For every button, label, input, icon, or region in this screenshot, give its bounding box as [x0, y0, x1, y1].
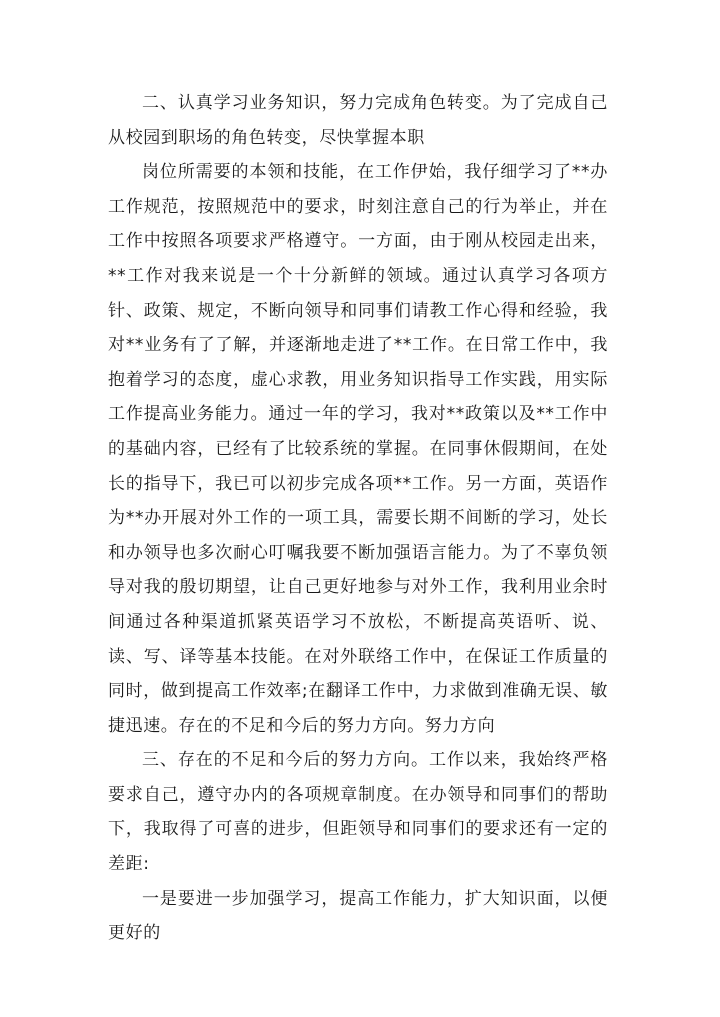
paragraph-section-two-heading: 二、认真学习业务知识，努力完成角色转变。为了完成自己从校园到职场的角色转变，尽快掌握本职: [108, 93, 608, 148]
paragraph-section-three: 三、存在的不足和今后的努力方向。工作以来，我始终严格要求自己，遵守办内的各项规章制度。在办领导和同事们的帮助下，我取得了可喜的进步，但距领导和同事们的要求还有一定的差距:: [108, 750, 608, 875]
document-body: [108, 86, 608, 951]
paragraph-point-one: 一是要进一步加强学习，提高工作能力，扩大知识面，以便更好的: [108, 888, 608, 944]
paragraph-section-two-body: 岗位所需要的本领和技能，在工作伊始，我仔细学习了**办工作规范，按照规范中的要求，时刻注意自己的行为举止，并在工作中按照各项要求严格遵守。一方面，由于刚从校园走出来，**工作对我来说是一个十分新鲜的领域。通过认真学习各项方针、政策、规定，不断向领导和同事们请教工作心得和经验，我对**业务有了了解，并逐渐地走进了**工作。在日常工作中，我抱着学习的态度，虚心求教，用业务知识指导工作实践，用实际工作提高业务能力。通过一年的学习，我对**政策以及**工作中的基础内容，已经有了比较系统的掌握。在同事休假期间，在处长的指导下，我已可以初步完成各项**工作。另一方面，英语作为**办开展对外工作的一项工具，需要长期不间断的学习，处长和办领导也多次耐心叮嘱我要不断加强语言能力。为了不辜负领导对我的殷切期望，让自己更好地参与对外工作，我利用业余时间通过各种渠道抓紧英语学习不放松，不断提高英语听、说、读、写、译等基本技能。在对外联络工作中，在保证工作质量的同时，做到提高工作效率;在翻译工作中，力求做到准确无误、敏捷迅速。存在的不足和今后的努力方向。努力方向: [108, 162, 608, 736]
